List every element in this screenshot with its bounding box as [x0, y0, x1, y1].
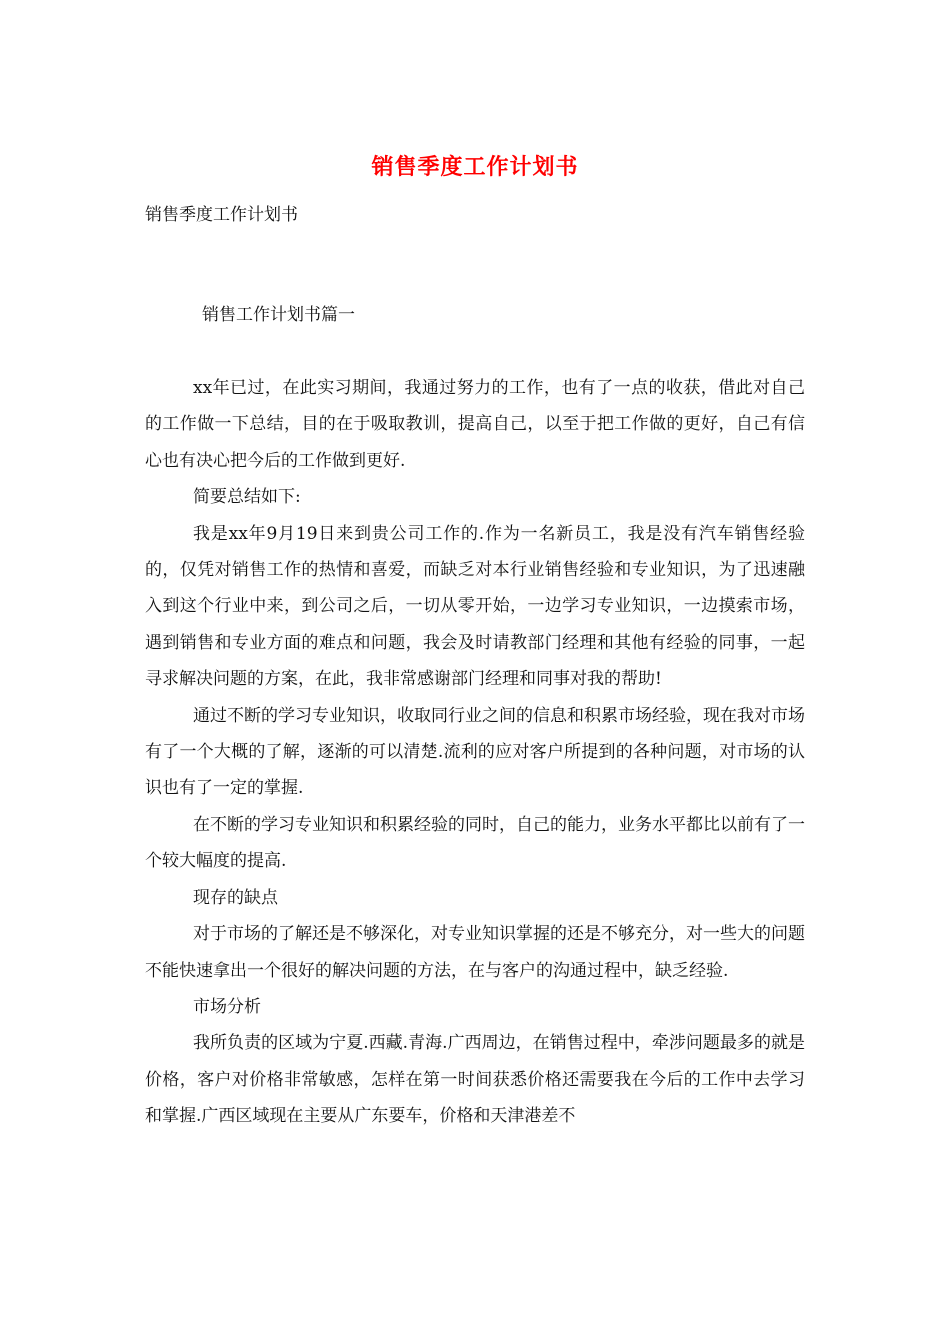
paragraph: 我是xx年9月19日来到贵公司工作的.作为一名新员工，我是没有汽车销售经验的，仅凭对销售工作的热情和喜爱，而缺乏对本行业销售经验和专业知识，为了迅速融入到这个行业中来，到公司之后，一切从零开始，一边学习专业知识，一边摸索市场，遇到销售和专业方面的难点和问题，我会及时请教部门经理和其他有经验的同事，一起寻求解决问题的方案，在此，我非常感谢部门经理和同事对我的帮助! — [145, 523, 805, 690]
paragraph: 通过不断的学习专业知识，收取同行业之间的信息和积累市场经验，现在我对市场有了一个大概的了解，逐渐的可以清楚.流利的应对客户所提到的各种问题，对市场的认识也有了一定的掌握. — [145, 705, 805, 799]
document-body — [145, 370, 805, 1135]
paragraph: 我所负责的区域为宁夏.西藏.青海.广西周边，在销售过程中，牵涉问题最多的就是价格，客户对价格非常敏感，怎样在第一时间获悉价格还需要我在今后的工作中去学习和掌握.广西区域现在主要从广东要车，价格和天津港差不 — [145, 1033, 805, 1127]
document-subtitle: 销售季度工作计划书 — [145, 205, 298, 225]
paragraph: 在不断的学习专业知识和积累经验的同时，自己的能力，业务水平都比以前有了一个较大幅度的提高. — [145, 814, 805, 872]
paragraph: xx年已过，在此实习期间，我通过努力的工作，也有了一点的收获，借此对自己的工作做一下总结，目的在于吸取教训，提高自己，以至于把工作做的更好，自己有信心也有决心把今后的工作做到更好. — [145, 378, 805, 471]
paragraph: 简要总结如下: — [193, 487, 301, 508]
section-heading: 销售工作计划书篇一 — [202, 305, 355, 325]
paragraph: 现存的缺点 — [193, 887, 278, 908]
paragraph: 对于市场的了解还是不够深化，对专业知识掌握的还是不够充分，对一些大的问题不能快速拿出一个很好的解决问题的方法，在与客户的沟通过程中，缺乏经验. — [145, 924, 805, 981]
paragraph: 市场分析 — [193, 996, 261, 1017]
document-title: 销售季度工作计划书 — [371, 154, 579, 180]
